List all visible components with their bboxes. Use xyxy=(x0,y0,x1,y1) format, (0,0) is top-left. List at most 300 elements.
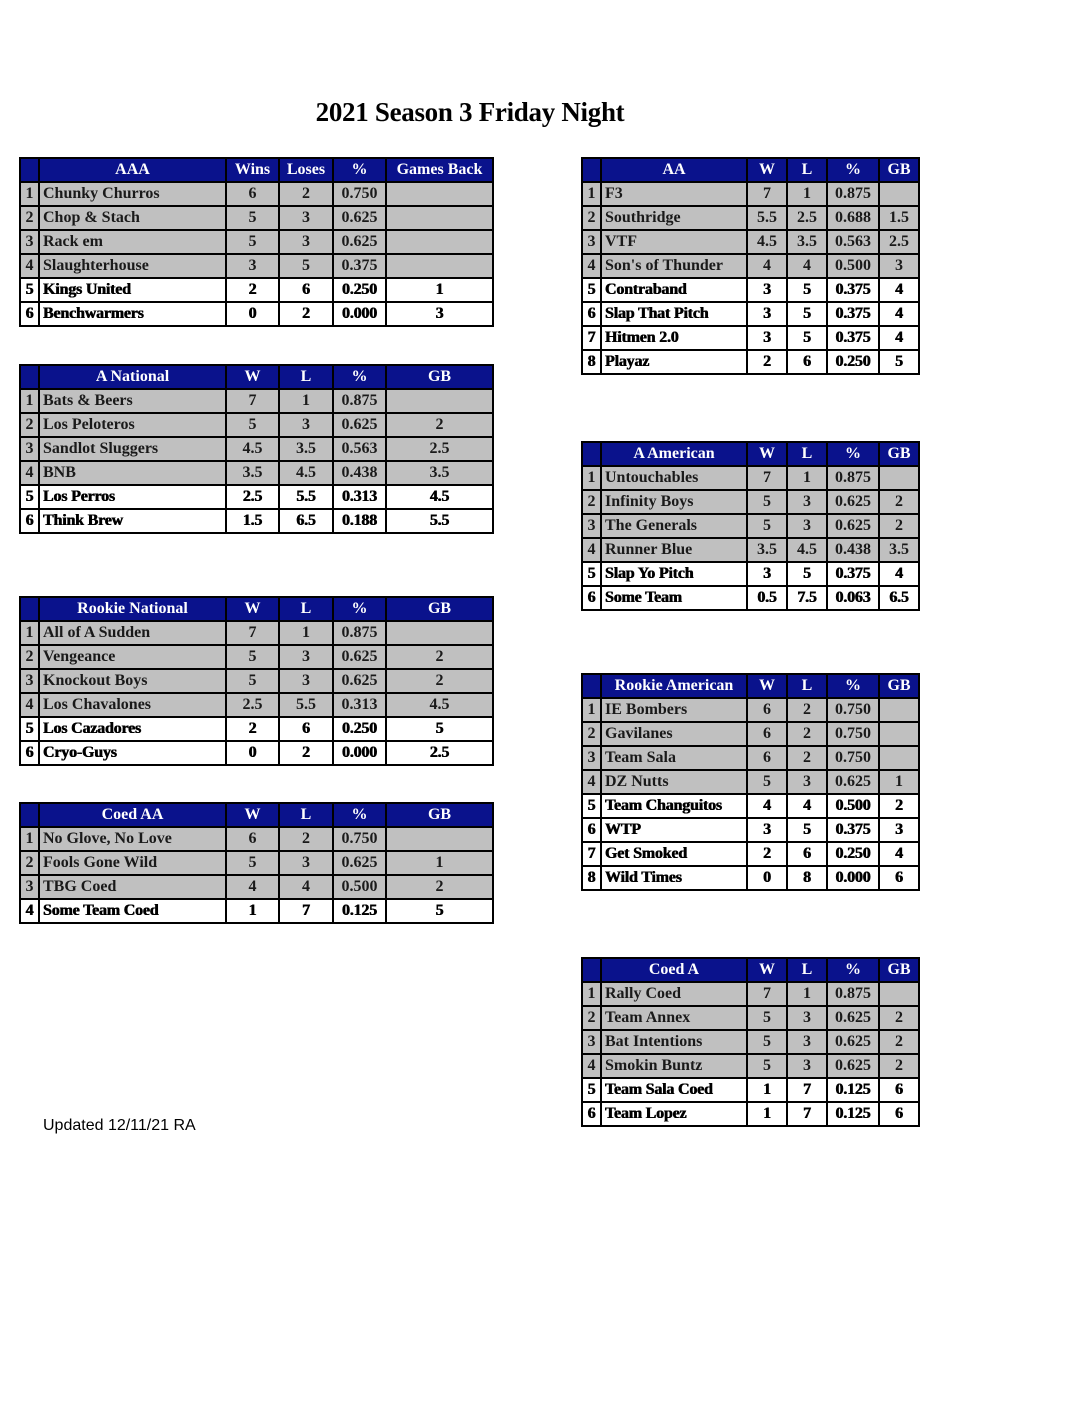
losses-cell: 3 xyxy=(787,1054,827,1078)
losses-header: L xyxy=(787,674,827,698)
team-row xyxy=(20,827,493,851)
rank-cell: 3 xyxy=(20,437,39,461)
games-back-cell: 1.5 xyxy=(879,206,919,230)
team-name-cell: WTP xyxy=(601,818,747,842)
rank-cell: 2 xyxy=(20,851,39,875)
games-back-cell: 3 xyxy=(879,254,919,278)
team-row xyxy=(582,538,919,562)
rank-cell: 1 xyxy=(582,982,601,1006)
team-row xyxy=(582,794,919,818)
losses-cell: 5 xyxy=(787,562,827,586)
pct-cell: 0.750 xyxy=(827,698,879,722)
team-row xyxy=(582,746,919,770)
wins-cell: 0.5 xyxy=(747,586,787,610)
pct-cell: 0.750 xyxy=(827,746,879,770)
pct-cell: 0.375 xyxy=(827,302,879,326)
team-row xyxy=(582,230,919,254)
pct-cell: 0.563 xyxy=(827,230,879,254)
team-row xyxy=(20,621,493,645)
games-back-header: GB xyxy=(386,803,493,827)
rank-cell: 3 xyxy=(20,875,39,899)
team-row xyxy=(20,302,493,326)
pct-cell: 0.375 xyxy=(827,326,879,350)
wins-cell: 5 xyxy=(747,514,787,538)
pct-cell: 0.375 xyxy=(333,254,386,278)
rank-cell: 4 xyxy=(582,254,601,278)
losses-cell: 4 xyxy=(787,254,827,278)
rank-header xyxy=(20,158,39,182)
games-back-cell: 2 xyxy=(879,514,919,538)
games-back-cell: 4 xyxy=(879,562,919,586)
team-name-cell: Get Smoked xyxy=(601,842,747,866)
wins-cell: 5 xyxy=(226,645,279,669)
wins-cell: 5 xyxy=(226,413,279,437)
pct-cell: 0.500 xyxy=(333,875,386,899)
team-row xyxy=(20,437,493,461)
games-back-cell xyxy=(386,182,493,206)
pct-cell: 0.625 xyxy=(333,851,386,875)
rank-cell: 4 xyxy=(582,1054,601,1078)
losses-cell: 5 xyxy=(787,326,827,350)
team-name-cell: Bat Intentions xyxy=(601,1030,747,1054)
losses-cell: 3 xyxy=(787,770,827,794)
wins-cell: 6 xyxy=(747,698,787,722)
losses-cell: 4.5 xyxy=(279,461,333,485)
pct-cell: 0.250 xyxy=(333,717,386,741)
losses-cell: 6 xyxy=(787,842,827,866)
rank-cell: 7 xyxy=(582,326,601,350)
pct-cell: 0.000 xyxy=(827,866,879,890)
team-row xyxy=(20,182,493,206)
rank-cell: 7 xyxy=(582,842,601,866)
team-name-cell: Cryo-Guys xyxy=(39,741,226,765)
header-row xyxy=(582,442,919,466)
games-back-cell xyxy=(386,230,493,254)
pct-cell: 0.625 xyxy=(827,490,879,514)
wins-cell: 5.5 xyxy=(747,206,787,230)
pct-header: % xyxy=(827,958,879,982)
rank-cell: 6 xyxy=(582,302,601,326)
team-row xyxy=(582,206,919,230)
wins-cell: 2 xyxy=(747,842,787,866)
wins-cell: 2.5 xyxy=(226,485,279,509)
losses-cell: 4.5 xyxy=(787,538,827,562)
wins-cell: 3 xyxy=(747,278,787,302)
wins-cell: 1 xyxy=(226,899,279,923)
team-name-cell: F3 xyxy=(601,182,747,206)
games-back-cell: 4 xyxy=(879,326,919,350)
games-back-cell: 3 xyxy=(386,302,493,326)
team-row xyxy=(582,278,919,302)
team-name-cell: Benchwarmers xyxy=(39,302,226,326)
pct-cell: 0.375 xyxy=(827,562,879,586)
games-back-header: Games Back xyxy=(386,158,493,182)
rank-cell: 4 xyxy=(20,693,39,717)
rank-header xyxy=(20,597,39,621)
pct-cell: 0.313 xyxy=(333,485,386,509)
rank-cell: 5 xyxy=(582,562,601,586)
header-row xyxy=(582,674,919,698)
team-row xyxy=(20,254,493,278)
header-row xyxy=(582,958,919,982)
pct-cell: 0.125 xyxy=(827,1078,879,1102)
pct-cell: 0.750 xyxy=(333,182,386,206)
games-back-cell: 4 xyxy=(879,302,919,326)
rank-cell: 3 xyxy=(582,514,601,538)
wins-cell: 6 xyxy=(747,746,787,770)
games-back-cell: 5 xyxy=(386,899,493,923)
page-title: 2021 Season 3 Friday Night xyxy=(315,97,625,127)
losses-cell: 3 xyxy=(279,413,333,437)
team-name-cell: Chop & Stach xyxy=(39,206,226,230)
rank-cell: 5 xyxy=(20,717,39,741)
games-back-header: GB xyxy=(879,674,919,698)
games-back-cell: 2 xyxy=(386,645,493,669)
games-back-cell: 3 xyxy=(879,818,919,842)
losses-cell: 2.5 xyxy=(787,206,827,230)
games-back-cell: 5.5 xyxy=(386,509,493,533)
pct-cell: 0.688 xyxy=(827,206,879,230)
team-name-cell: Untouchables xyxy=(601,466,747,490)
pct-cell: 0.500 xyxy=(827,794,879,818)
standings-table-coed-aa xyxy=(19,802,494,924)
wins-header: Wins xyxy=(226,158,279,182)
team-row xyxy=(582,866,919,890)
team-name-cell: Los Perros xyxy=(39,485,226,509)
wins-cell: 5 xyxy=(747,1054,787,1078)
team-name-cell: Runner Blue xyxy=(601,538,747,562)
team-name-cell: Kings United xyxy=(39,278,226,302)
pct-cell: 0.875 xyxy=(827,982,879,1006)
team-row xyxy=(20,230,493,254)
rank-cell: 3 xyxy=(20,669,39,693)
losses-cell: 3.5 xyxy=(279,437,333,461)
header-row xyxy=(20,158,493,182)
pct-header: % xyxy=(333,803,386,827)
games-back-header: GB xyxy=(879,442,919,466)
games-back-header: GB xyxy=(879,958,919,982)
losses-cell: 1 xyxy=(279,621,333,645)
games-back-cell: 2 xyxy=(879,1030,919,1054)
wins-header: W xyxy=(747,442,787,466)
rank-cell: 5 xyxy=(20,485,39,509)
games-back-cell xyxy=(386,254,493,278)
games-back-cell: 2 xyxy=(386,875,493,899)
games-back-cell: 5 xyxy=(386,717,493,741)
team-name-cell: Los Cazadores xyxy=(39,717,226,741)
wins-cell: 1 xyxy=(747,1078,787,1102)
games-back-header: GB xyxy=(386,597,493,621)
wins-cell: 5 xyxy=(226,851,279,875)
losses-cell: 3 xyxy=(279,206,333,230)
team-row xyxy=(582,514,919,538)
team-name-cell: Slap Yo Pitch xyxy=(601,562,747,586)
games-back-cell: 3.5 xyxy=(386,461,493,485)
pct-cell: 0.750 xyxy=(333,827,386,851)
pct-cell: 0.750 xyxy=(827,722,879,746)
division-name-header: AAA xyxy=(39,158,226,182)
team-name-cell: No Glove, No Love xyxy=(39,827,226,851)
team-row xyxy=(582,1006,919,1030)
losses-cell: 1 xyxy=(787,982,827,1006)
wins-cell: 5 xyxy=(226,206,279,230)
wins-cell: 7 xyxy=(747,466,787,490)
team-row xyxy=(582,466,919,490)
division-name-header: A American xyxy=(601,442,747,466)
rank-header xyxy=(20,365,39,389)
team-row xyxy=(20,461,493,485)
pct-cell: 0.438 xyxy=(333,461,386,485)
team-name-cell: Chunky Churros xyxy=(39,182,226,206)
team-row xyxy=(20,509,493,533)
division-name-header: Rookie National xyxy=(39,597,226,621)
wins-header: W xyxy=(747,674,787,698)
rank-cell: 1 xyxy=(20,389,39,413)
rank-cell: 1 xyxy=(582,182,601,206)
rank-cell: 3 xyxy=(582,230,601,254)
games-back-cell xyxy=(879,182,919,206)
team-row xyxy=(20,645,493,669)
losses-cell: 1 xyxy=(787,466,827,490)
team-name-cell: Bats & Beers xyxy=(39,389,226,413)
team-name-cell: Southridge xyxy=(601,206,747,230)
pct-cell: 0.375 xyxy=(827,818,879,842)
wins-cell: 3.5 xyxy=(226,461,279,485)
pct-cell: 0.125 xyxy=(333,899,386,923)
updated-note: Updated 12/11/21 RA xyxy=(43,1117,196,1134)
losses-cell: 2 xyxy=(279,741,333,765)
pct-cell: 0.438 xyxy=(827,538,879,562)
wins-cell: 4 xyxy=(226,875,279,899)
losses-cell: 3 xyxy=(279,669,333,693)
losses-header: Loses xyxy=(279,158,333,182)
team-row xyxy=(582,842,919,866)
header-row xyxy=(582,158,919,182)
team-name-cell: Vengeance xyxy=(39,645,226,669)
losses-cell: 7 xyxy=(787,1102,827,1126)
losses-cell: 5 xyxy=(787,818,827,842)
games-back-cell xyxy=(879,746,919,770)
losses-cell: 7 xyxy=(787,1078,827,1102)
losses-cell: 2 xyxy=(787,698,827,722)
games-back-cell: 4.5 xyxy=(386,693,493,717)
wins-cell: 5 xyxy=(747,490,787,514)
wins-cell: 3 xyxy=(747,302,787,326)
losses-cell: 2 xyxy=(787,746,827,770)
games-back-cell xyxy=(879,466,919,490)
games-back-cell: 2 xyxy=(879,1006,919,1030)
pct-cell: 0.125 xyxy=(827,1102,879,1126)
wins-cell: 2 xyxy=(226,717,279,741)
team-row xyxy=(20,717,493,741)
team-name-cell: The Generals xyxy=(601,514,747,538)
wins-cell: 7 xyxy=(226,389,279,413)
wins-cell: 4 xyxy=(747,254,787,278)
rank-cell: 1 xyxy=(20,182,39,206)
team-row xyxy=(582,770,919,794)
team-name-cell: Infinity Boys xyxy=(601,490,747,514)
pct-cell: 0.250 xyxy=(333,278,386,302)
division-name-header: Rookie American xyxy=(601,674,747,698)
wins-cell: 5 xyxy=(747,1030,787,1054)
games-back-cell: 3.5 xyxy=(879,538,919,562)
games-back-cell: 2 xyxy=(879,490,919,514)
losses-cell: 6 xyxy=(787,350,827,374)
wins-cell: 5 xyxy=(226,669,279,693)
division-name-header: Coed A xyxy=(601,958,747,982)
games-back-header: GB xyxy=(386,365,493,389)
games-back-cell: 4.5 xyxy=(386,485,493,509)
rank-cell: 2 xyxy=(582,722,601,746)
wins-header: W xyxy=(226,365,279,389)
losses-header: L xyxy=(787,442,827,466)
wins-cell: 3 xyxy=(226,254,279,278)
wins-cell: 4.5 xyxy=(747,230,787,254)
rank-cell: 2 xyxy=(582,490,601,514)
pct-cell: 0.625 xyxy=(827,1030,879,1054)
games-back-cell xyxy=(386,621,493,645)
losses-cell: 2 xyxy=(279,182,333,206)
pct-cell: 0.875 xyxy=(827,466,879,490)
wins-cell: 4.5 xyxy=(226,437,279,461)
division-name-header: Coed AA xyxy=(39,803,226,827)
rank-cell: 5 xyxy=(582,1078,601,1102)
team-row xyxy=(582,982,919,1006)
rank-cell: 6 xyxy=(20,741,39,765)
losses-header: L xyxy=(787,158,827,182)
header-row xyxy=(20,365,493,389)
team-name-cell: Team Sala Coed xyxy=(601,1078,747,1102)
team-row xyxy=(582,1102,919,1126)
team-name-cell: VTF xyxy=(601,230,747,254)
pct-header: % xyxy=(827,158,879,182)
team-row xyxy=(20,899,493,923)
rank-cell: 6 xyxy=(20,302,39,326)
losses-cell: 5 xyxy=(787,278,827,302)
losses-cell: 1 xyxy=(787,182,827,206)
standings-table-a-american xyxy=(581,441,920,611)
rank-header xyxy=(20,803,39,827)
games-back-cell xyxy=(386,206,493,230)
pct-cell: 0.625 xyxy=(333,645,386,669)
team-row xyxy=(20,278,493,302)
standings-table-coed-a xyxy=(581,957,920,1127)
wins-cell: 3 xyxy=(747,326,787,350)
team-name-cell: Slaughterhouse xyxy=(39,254,226,278)
wins-cell: 7 xyxy=(747,982,787,1006)
pct-cell: 0.625 xyxy=(827,770,879,794)
pct-cell: 0.625 xyxy=(827,1006,879,1030)
team-name-cell: Fools Gone Wild xyxy=(39,851,226,875)
wins-cell: 1.5 xyxy=(226,509,279,533)
games-back-cell xyxy=(386,389,493,413)
games-back-cell: 2 xyxy=(386,413,493,437)
team-name-cell: Contraband xyxy=(601,278,747,302)
losses-cell: 7.5 xyxy=(787,586,827,610)
games-back-cell: 6 xyxy=(879,866,919,890)
rank-cell: 2 xyxy=(582,1006,601,1030)
pct-cell: 0.625 xyxy=(827,1054,879,1078)
losses-cell: 3 xyxy=(787,1006,827,1030)
rank-cell: 4 xyxy=(20,254,39,278)
games-back-cell: 2.5 xyxy=(879,230,919,254)
team-row xyxy=(582,1054,919,1078)
wins-cell: 2 xyxy=(747,350,787,374)
rank-cell: 8 xyxy=(582,866,601,890)
rank-cell: 5 xyxy=(582,794,601,818)
team-name-cell: Team Sala xyxy=(601,746,747,770)
losses-cell: 1 xyxy=(279,389,333,413)
team-row xyxy=(582,722,919,746)
pct-cell: 0.625 xyxy=(333,230,386,254)
wins-cell: 0 xyxy=(226,741,279,765)
losses-cell: 3.5 xyxy=(787,230,827,254)
team-name-cell: Los Chavalones xyxy=(39,693,226,717)
wins-cell: 7 xyxy=(226,621,279,645)
games-back-cell: 2 xyxy=(386,669,493,693)
losses-cell: 7 xyxy=(279,899,333,923)
wins-cell: 6 xyxy=(226,182,279,206)
losses-cell: 5.5 xyxy=(279,485,333,509)
pct-header: % xyxy=(333,158,386,182)
pct-cell: 0.625 xyxy=(333,206,386,230)
team-name-cell: Playaz xyxy=(601,350,747,374)
rank-cell: 5 xyxy=(582,278,601,302)
team-name-cell: TBG Coed xyxy=(39,875,226,899)
rank-cell: 2 xyxy=(20,413,39,437)
rank-cell: 8 xyxy=(582,350,601,374)
team-row xyxy=(20,669,493,693)
rank-cell: 1 xyxy=(582,698,601,722)
rank-cell: 4 xyxy=(582,538,601,562)
rank-cell: 2 xyxy=(20,206,39,230)
pct-cell: 0.625 xyxy=(333,413,386,437)
pct-cell: 0.188 xyxy=(333,509,386,533)
team-row xyxy=(20,413,493,437)
division-name-header: AA xyxy=(601,158,747,182)
team-row xyxy=(582,818,919,842)
team-name-cell: IE Bombers xyxy=(601,698,747,722)
team-name-cell: Team Lopez xyxy=(601,1102,747,1126)
standings-table-aa xyxy=(581,157,920,375)
team-name-cell: Knockout Boys xyxy=(39,669,226,693)
wins-header: W xyxy=(226,597,279,621)
rank-cell: 6 xyxy=(20,509,39,533)
rank-cell: 6 xyxy=(582,586,601,610)
pct-cell: 0.313 xyxy=(333,693,386,717)
team-row xyxy=(20,485,493,509)
losses-cell: 3 xyxy=(279,645,333,669)
wins-cell: 6 xyxy=(226,827,279,851)
team-name-cell: Rack em xyxy=(39,230,226,254)
team-row xyxy=(582,562,919,586)
games-back-cell: 4 xyxy=(879,842,919,866)
team-row xyxy=(20,851,493,875)
pct-cell: 0.563 xyxy=(333,437,386,461)
rank-cell: 6 xyxy=(582,1102,601,1126)
games-back-header: GB xyxy=(879,158,919,182)
team-row xyxy=(20,875,493,899)
pct-cell: 0.000 xyxy=(333,741,386,765)
games-back-cell: 1 xyxy=(386,851,493,875)
rank-header xyxy=(582,158,601,182)
losses-cell: 5 xyxy=(787,302,827,326)
wins-cell: 6 xyxy=(747,722,787,746)
team-name-cell: Hitmen 2.0 xyxy=(601,326,747,350)
losses-cell: 2 xyxy=(279,302,333,326)
team-name-cell: DZ Nutts xyxy=(601,770,747,794)
losses-cell: 2 xyxy=(787,722,827,746)
